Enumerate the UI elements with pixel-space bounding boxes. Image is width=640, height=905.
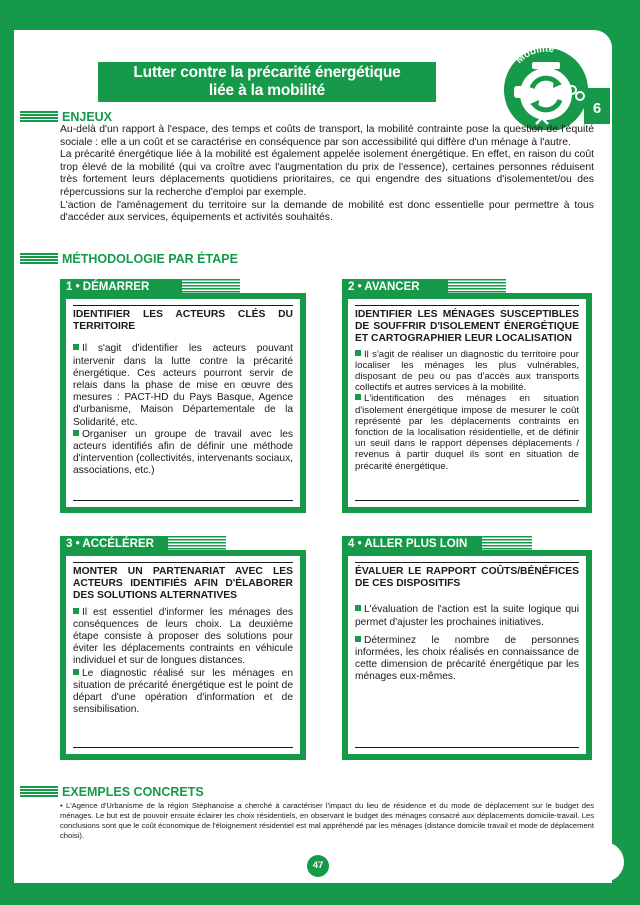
page-number: 47 [307, 855, 329, 877]
step-1-tab: 1 • DÉMARRER [60, 279, 182, 295]
step-3-tab: 3 • ACCÉLÉRER [60, 536, 168, 552]
step-1-bullet-1-text: Il s'agit d'identifier les acteurs pouvant intervenir dans la lutte contre la précarité énergétique. Ces acteurs pourront servir de relais dans la phase de mise en œuvre des mesures : PACT-HD du Pays Basque, Agence d'urbanisme, Maison Départementale de la Solidarité, etc. [73, 343, 293, 428]
enjeux-text [60, 124, 594, 225]
step-2-box [342, 279, 592, 513]
bus-icon [532, 62, 560, 69]
step-2-title: IDENTIFIER LES MÉNAGES SUSCEPTIBLES DE SOUFFRIR D'ISOLEMENT ÉNERGÉTIQUE ET CARTOGRAPHIER LEUR LOCALISATION [355, 309, 579, 345]
exemples-text: • L'Agence d'Urbanisme de la région Stéphanoise a cherché à caractériser l'impact du lieu de résidence et du mode de déplacement sur le budget des ménages. Le but est de pouvoir ensuite éclairer les choix résidentiels, en observant le budget des ménages consacré aux déplacements domicile-travail. Les conclusions sont que le coût économique de l'éloignement résidentiel est mal appréhendé par les ménages (distance domicile travail et mode de déplacement choisi). [60, 801, 594, 840]
car-icon [514, 86, 524, 98]
step-2-body [355, 349, 579, 472]
enjeux-paragraph-3: L'action de l'aménagement du territoire sur la demande de mobilité est donc essentielle pour permettre à tous d'accéder aux services, équipements et activités souhaités. [60, 199, 594, 224]
step-1-frame [60, 293, 306, 513]
logo-label: Mobilité [514, 43, 555, 67]
step-4-content [355, 562, 579, 748]
enjeux-heading [20, 110, 112, 124]
step-2-frame [342, 293, 592, 513]
step-2-bullet-1-text: Il s'agit de réaliser un diagnostic du territoire pour localiser les ménages les plus vulnérables, disposant de peu ou pas d'accès aux transports collectifs et autres services à la mobilité. [355, 348, 579, 394]
methodologie-heading-text: MÉTHODOLOGIE PAR ÉTAPE [62, 252, 238, 266]
step-3-frame [60, 550, 306, 760]
enjeux-paragraph-2: La précarité énergétique liée à la mobilité est également appelée isolement énergétique. En effet, en raison du coût trop élevé de la mobilité (qui va croître avec l'augmentation du prix de l'essence), certaines personnes réduisent très fortement leurs déplacements quotidiens prioritaires, ce qui engendre des situations d'isolementet/ou des répercussions sur la recherche d'emploi par exemple. [60, 149, 594, 198]
heading-bars [20, 111, 58, 123]
step-4-frame [342, 550, 592, 760]
title-line-2: liée à la mobilité [208, 82, 326, 99]
step-2-bullet-1 [355, 349, 579, 394]
enjeux-paragraph-1: Au-delà d'un rapport à l'espace, des temps et coûts de transport, la mobilité contrainte pose la question de l'équité sociale : elle a un coût et se caractérise en conséquence par son accessibilité qui diffère d'un ménage à l'autre. [60, 124, 594, 148]
step-4-bullet-1 [355, 604, 579, 628]
bullet-square-icon [355, 350, 361, 356]
step-2-bullet-2-text: L'identification des ménages en situation d'isolement énergétique impose de mesurer le coût représenté par les déplacements contraints en fonction de la localisation résidentielle, et de définir un seuil dans le rapport dépenses déplacements / revenus à partir duquel ils sont en situation de précarité énergétique. [355, 393, 579, 472]
step-3-body [73, 607, 293, 717]
step-3-bullet-2 [73, 668, 293, 717]
mobility-logo [494, 38, 610, 130]
step-1-bullet-2-text: Organiser un groupe de travail avec les acteurs identifiés afin de définir une méthode d'intervention (collectivités, intervenants sociaux, associations, etc.) [73, 428, 293, 477]
corner-circle [584, 842, 624, 882]
step-2-tab: 2 • AVANCER [342, 279, 448, 295]
step-4-body [355, 604, 579, 683]
step-1-content [73, 305, 293, 501]
bullet-square-icon [355, 636, 361, 642]
bullet-square-icon [73, 344, 79, 350]
step-2-content [355, 305, 579, 501]
title-line-1: Lutter contre la précarité énergétique [133, 64, 401, 81]
step-3-box [60, 536, 306, 760]
exemples-heading [20, 785, 204, 799]
step-4-title: ÉVALUER LE RAPPORT COÛTS/BÉNÉFICES DE CES DISPOSITIFS [355, 566, 579, 590]
step-1-body [73, 343, 293, 477]
step-4-box [342, 536, 592, 760]
bullet-square-icon [73, 608, 79, 614]
step-4-bullet-2 [355, 635, 579, 684]
step-1-box [60, 279, 306, 513]
bullet-square-icon [355, 394, 361, 400]
step-1-bullet-2 [73, 429, 293, 478]
step-1-title: IDENTIFIER LES ACTEURS CLÉS DU TERRITOIRE [73, 309, 293, 333]
step-3-bullet-1-text: Il est essentiel d'informer les ménages des conséquences de leurs choix. La deuxième étape consiste à proposer des solutions pour éviter les déplacements contraints en véhicule individuel et sur de longues distances. [73, 606, 293, 667]
exemples-heading-text: EXEMPLES CONCRETS [62, 785, 204, 799]
bullet-square-icon [73, 430, 79, 436]
step-4-tab: 4 • ALLER PLUS LOIN [342, 536, 482, 552]
bullet-square-icon [73, 669, 79, 675]
step-1-bullet-1 [73, 343, 293, 428]
enjeux-heading-text: ENJEUX [62, 110, 113, 124]
step-3-bullet-1 [73, 607, 293, 668]
bottom-strip [0, 883, 640, 905]
step-3-content [73, 562, 293, 748]
bullet-square-icon [355, 605, 361, 611]
step-2-bullet-2 [355, 393, 579, 471]
methodologie-heading [20, 252, 238, 266]
heading-bars [20, 786, 58, 798]
step-3-bullet-2-text: Le diagnostic réalisé sur les ménages en situation de précarité énergétique est le point de départ d'une opération d'information et de sensibilisation. [73, 667, 293, 716]
step-4-bullet-1-text: L'évaluation de l'action est la suite logique qui permet d'ajuster les prochaines initiatives. [355, 604, 579, 628]
step-4-bullet-2-text: Déterminez le nombre de personnes informées, les choix réalisés en connaissance de cette dimension de précarité énergétique par les ménages eux-mêmes. [355, 634, 579, 683]
step-3-title: MONTER UN PARTENARIAT AVEC LES ACTEURS IDENTIFIÉS AFIN D'ÉLABORER DES SOLUTIONS ALTERNATIVES [73, 566, 293, 602]
page-title [98, 62, 436, 102]
chapter-number: 6 [592, 100, 602, 117]
heading-bars [20, 253, 58, 265]
